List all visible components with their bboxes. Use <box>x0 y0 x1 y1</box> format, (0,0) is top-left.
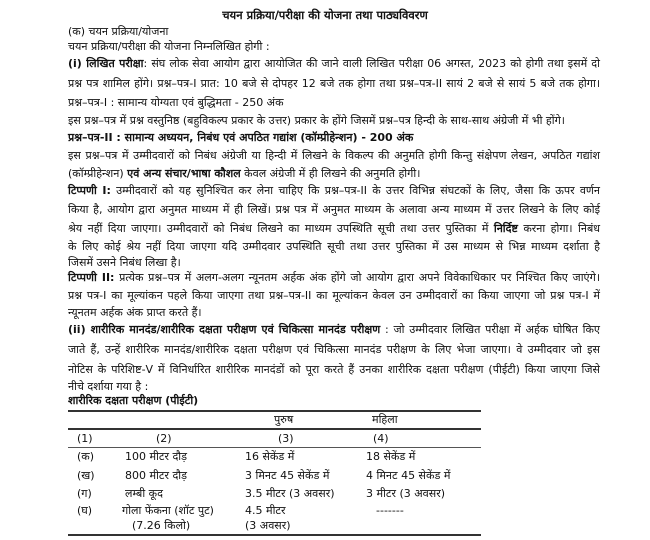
note2-line <box>68 271 600 285</box>
note1-line: के लिए कोई श्रेय नहीं दिया जाएगा यदि उम्मीदवार उपस्थिति सूची तथा उत्तर पुस्तिका में उस माध्यम से भिन्न माध्यम दर्शाता है <box>68 240 600 253</box>
physical-line <box>68 323 600 337</box>
row-female: ------- <box>376 504 404 517</box>
text: निर्दिष्ट <box>493 222 518 235</box>
row-male: 3.5 मीटर (3 अवसर) <box>245 487 335 500</box>
row-male: 16 सेकेंड में <box>245 450 295 463</box>
intro-text: चयन प्रक्रिया/परीक्षा की योजना निम्नलिखित होगी : <box>68 40 270 53</box>
written-exam-line: प्रश्न पत्र शामिल होंगे। प्रश्न–पत्र-I प्रात: 10 बजे से दोपहर 12 बजे तक होगा तथा प्रश्न–पत्र-II सायं 2 बजे से सायं 5 बजे तक होगा। <box>68 77 600 90</box>
row-event-sub: (7.26 किलो) <box>132 519 191 532</box>
row-id: (ख) <box>77 469 95 482</box>
note1-line: जिसमें उसने निबंध लिखा है। <box>68 256 181 269</box>
text: केवल अंग्रेजी में ही लिखने की अनुमति होगी। <box>240 167 421 180</box>
page-title: चयन प्रक्रिया/परीक्षा की योजना तथा पाठ्यविवरण <box>222 8 428 22</box>
paper1-heading: प्रश्न–पत्र-I : सामान्य योग्यता एवं बुद्धिमता - 250 अंक <box>68 96 284 109</box>
text: करना होगा। निबंध <box>517 222 601 235</box>
row-id: (क) <box>77 450 95 463</box>
row-male-sub: (3 अवसर) <box>245 519 291 532</box>
text: : जो उम्मीदवार लिखित परीक्षा में अर्हक घोषित किए <box>380 323 600 336</box>
col-number: (4) <box>373 432 389 445</box>
text: प्रत्येक प्रश्न–पत्र में अलग-अलग न्यूनतम अर्हक अंक होंगे जो आयोग द्वारा अपने विवेकाधिकार पर निश्चित किए जाएंगे। <box>114 271 600 284</box>
table-rule <box>68 447 481 448</box>
row-male: 4.5 मीटर <box>245 504 286 517</box>
row-event: लम्बी कूद <box>125 487 163 500</box>
text: : संघ लोक सेवा आयोग द्वारा आयोजित की जाने वाली लिखित परीक्षा 06 अगस्त, 2023 को होगी तथा इसमें दो <box>143 57 600 70</box>
row-female: 4 मिनट 45 सेकेंड में <box>366 469 451 482</box>
note2-label: टिप्पणी II: <box>68 271 115 284</box>
row-event: 800 मीटर दौड़ <box>125 469 188 482</box>
col-number: (3) <box>278 432 294 445</box>
header-male: पुरुष <box>274 413 294 426</box>
physical-label: (ii) शारीरिक मानदंड/शारीरिक दक्षता परीक्षण एवं चिकित्सा मानदंड परीक्षण <box>68 323 381 336</box>
text: उम्मीदवारों को यह सुनिश्चित कर लेना चाहिए कि प्रश्न–पत्र-II के उत्तर विभिन्न संघटकों के लिए, जैसा कि ऊपर वर्णन <box>110 184 600 197</box>
text: (कॉम्प्रीहेन्शन) <box>68 167 128 180</box>
text: एवं अन्य संचार/भाषा कौशल <box>127 167 241 180</box>
row-female: 3 मीटर (3 अवसर) <box>366 487 445 500</box>
row-male: 3 मिनट 45 सेकेंड में <box>245 469 330 482</box>
col-number: (1) <box>77 432 93 445</box>
note2-line: प्रश्न पत्र-I का मूल्यांकन पहले किया जाएगा तथा प्रश्न–पत्र-II का मूल्यांकन केवल उन उम्मीदवारों का किया जाएगा जो प्रश्न पत्र-I में <box>68 289 600 302</box>
table-rule <box>68 428 481 430</box>
paper1-text: इस प्रश्न–पत्र में प्रश्न वस्तुनिष्ठ (बहुविकल्प प्रकार के उत्तर) प्रकार के होंगे जिसमें प्रश्न–पत्र हिन्दी के साथ-साथ अंग्रेजी में भी होंगे। <box>68 114 565 127</box>
section-heading: (क) चयन प्रक्रिया/योजना <box>68 25 169 38</box>
text: श्रेय नहीं दिया जाएगा। उम्मीदवारों को निबंध लिखने का माध्यम उपस्थिति सूची तथा उत्तर पुस्तिका में <box>68 222 494 235</box>
row-event: 100 मीटर दौड़ <box>125 450 188 463</box>
row-event: गोला फेंकना (शॉट पुट) <box>122 504 214 517</box>
row-id: (घ) <box>77 504 93 517</box>
written-exam-label: (i) लिखित परीक्षा <box>68 57 144 70</box>
row-female: 18 सेकेंड में <box>366 450 416 463</box>
note2-line: न्यूनतम अर्हक अंक प्राप्त करते हैं। <box>68 306 202 319</box>
physical-line: नोटिस के परिशिष्ट-V में विनिर्धारित शारीरिक मानदंडों को पूरा करते हैं उनका शारीरिक दक्षता परीक्षण (पीईटी) किया जाएगा जिसे <box>68 363 600 376</box>
table-rule <box>68 534 481 536</box>
note1-label: टिप्पणी I: <box>68 184 111 197</box>
note1-line: किया है, आयोग द्वारा अनुमत माध्यम में ही लिखें। प्रश्न पत्र में अनुमत माध्यम के अलावा अन्य माध्यम में उत्तर लिखने के लिए कोई <box>68 203 600 216</box>
note1-line <box>68 222 600 236</box>
paper2-text: इस प्रश्न–पत्र में उम्मीदवारों को निबंध अंग्रेजी या हिन्दी में लिखने के विकल्प की अनुमति होगी किन्तु संक्षेपण लेखन, अपठित गद्यांश <box>68 149 600 162</box>
header-female: महिला <box>372 413 398 426</box>
note1-line <box>68 184 600 198</box>
col-number: (2) <box>156 432 172 445</box>
paper2-heading: प्रश्न–पत्र-II : सामान्य अध्ययन, निबंध एवं अपठित गद्यांश (कॉम्प्रीहेन्शन) - 200 अंक <box>68 131 414 144</box>
physical-line: नीचे दर्शाया गया है : <box>68 380 149 393</box>
row-id: (ग) <box>77 487 92 500</box>
table-caption: शारीरिक दक्षता परीक्षण (पीईटी) <box>68 394 199 407</box>
physical-line: जाते हैं, उन्हें शारीरिक मानदंड/शारीरिक दक्षता परीक्षण एवं चिकित्सा मानदंड परीक्षण के लिए भेजा जाएगा। वे उम्मीदवार जो इस <box>68 343 600 356</box>
written-exam-line <box>68 57 600 71</box>
paper2-text <box>68 167 420 181</box>
table-rule <box>68 410 481 412</box>
